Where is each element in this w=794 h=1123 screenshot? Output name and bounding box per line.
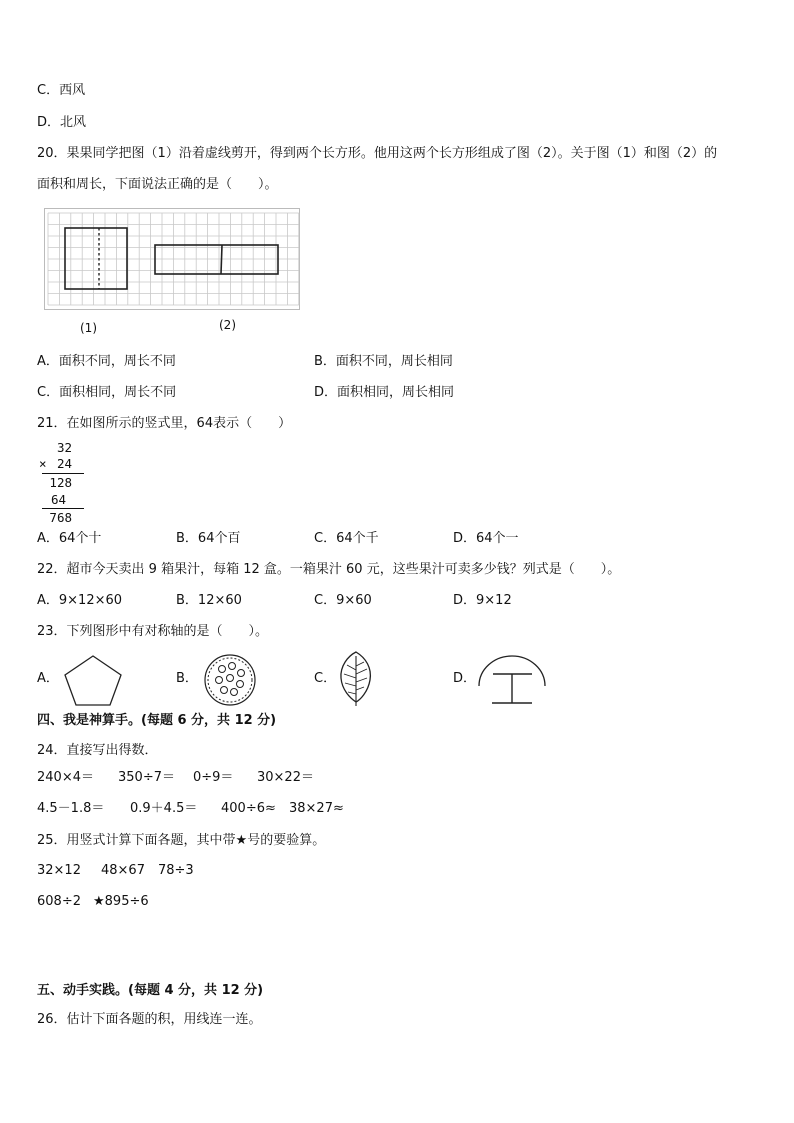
q24-item: 0.9＋4.5＝ <box>130 801 198 816</box>
q21-option-a[interactable]: A．64个十 <box>37 531 102 546</box>
option-d-north-wind: D．北风 <box>37 115 87 130</box>
vertical-top-number: 32 <box>56 440 72 455</box>
q21-text: 21．在如图所示的竖式里，64表示（ ） <box>37 416 292 431</box>
q25-item: 48×67 <box>101 863 145 878</box>
q24-item: 30×22＝ <box>257 770 314 785</box>
q20-option-a[interactable]: A．面积不同，周长不同 <box>37 354 176 369</box>
figure-2-label: (2) <box>219 318 236 332</box>
q21-vertical-multiplication <box>36 440 84 526</box>
q26-text: 26．估计下面各题的积，用线连一连。 <box>37 1012 262 1027</box>
q20-option-c[interactable]: C．面积相同，周长不同 <box>37 385 177 400</box>
q24-item: 4.5－1.8＝ <box>37 801 105 816</box>
q21-option-b[interactable]: B．64个百 <box>176 531 241 546</box>
q22-option-a[interactable]: A．9×12×60 <box>37 593 123 608</box>
q23-label-c[interactable]: C． <box>314 671 337 686</box>
q25-item-starred: ★895÷6 <box>93 894 149 909</box>
q20-option-b[interactable]: B．面积不同，周长相同 <box>314 354 453 369</box>
q23-label-d[interactable]: D． <box>453 671 477 686</box>
q23-text: 23．下列图形中有对称轴的是（ ）。 <box>37 624 269 639</box>
q23-label-a[interactable]: A． <box>37 671 59 686</box>
vertical-line-2 <box>42 508 84 509</box>
q24-item: 240×4＝ <box>37 770 94 785</box>
partial-product-2: 64 <box>50 492 66 507</box>
q22-option-c[interactable]: C．9×60 <box>314 593 372 608</box>
q22-option-d[interactable]: D．9×12 <box>453 593 512 608</box>
q20-option-d[interactable]: D．面积相同，周长相同 <box>314 385 455 400</box>
vertical-multiplier: 24 <box>56 456 72 471</box>
q22-option-b[interactable]: B．12×60 <box>176 593 242 608</box>
leaf-shape <box>338 650 374 708</box>
q21-option-d[interactable]: D．64个一 <box>453 531 519 546</box>
q25-item: 32×12 <box>37 863 81 878</box>
q25-text: 25．用竖式计算下面各题，其中带★号的要验算。 <box>37 833 326 848</box>
arc-character-shape <box>476 652 548 708</box>
q24-text: 24．直接写出得数． <box>37 743 158 758</box>
q24-item: 350÷7＝ <box>118 770 175 785</box>
section-4-title: 四、我是神算手。(每题 6 分，共 12 分) <box>37 713 277 728</box>
q25-item: 78÷3 <box>158 863 194 878</box>
q24-item: 400÷6≈ <box>221 801 276 816</box>
times-sign: × <box>39 456 47 471</box>
partial-product-1: 128 <box>49 475 72 490</box>
q23-label-b[interactable]: B． <box>176 671 198 686</box>
q21-option-c[interactable]: C．64个千 <box>314 531 379 546</box>
q24-item: 0÷9＝ <box>193 770 234 785</box>
option-c-west-wind: C．西风 <box>37 83 86 98</box>
figure-1-label: (1) <box>80 321 97 335</box>
q22-text: 22．超市今天卖出 9 箱果汁，每箱 12 盒。一箱果汁 60 元，这些果汁可卖多少钱？列式是（ ）。 <box>37 562 621 577</box>
section-5-title: 五、动手实践。(每题 4 分，共 12 分) <box>37 983 264 998</box>
q25-item: 608÷2 <box>37 894 81 909</box>
final-product: 768 <box>49 510 72 525</box>
dotted-circle-shape <box>202 652 258 708</box>
pentagon-shape <box>62 654 124 708</box>
q20-text-line1: 20．果果同学把图（1）沿着虚线剪开，得到两个长方形。他用这两个长方形组成了图（2）。关于图（1）和图（2）的 <box>37 146 718 161</box>
q20-grid-figure <box>44 208 300 310</box>
q24-item: 38×27≈ <box>289 801 344 816</box>
vertical-line-1 <box>42 473 84 474</box>
q20-text-line2: 面积和周长，下面说法正确的是（ ）。 <box>37 177 278 192</box>
